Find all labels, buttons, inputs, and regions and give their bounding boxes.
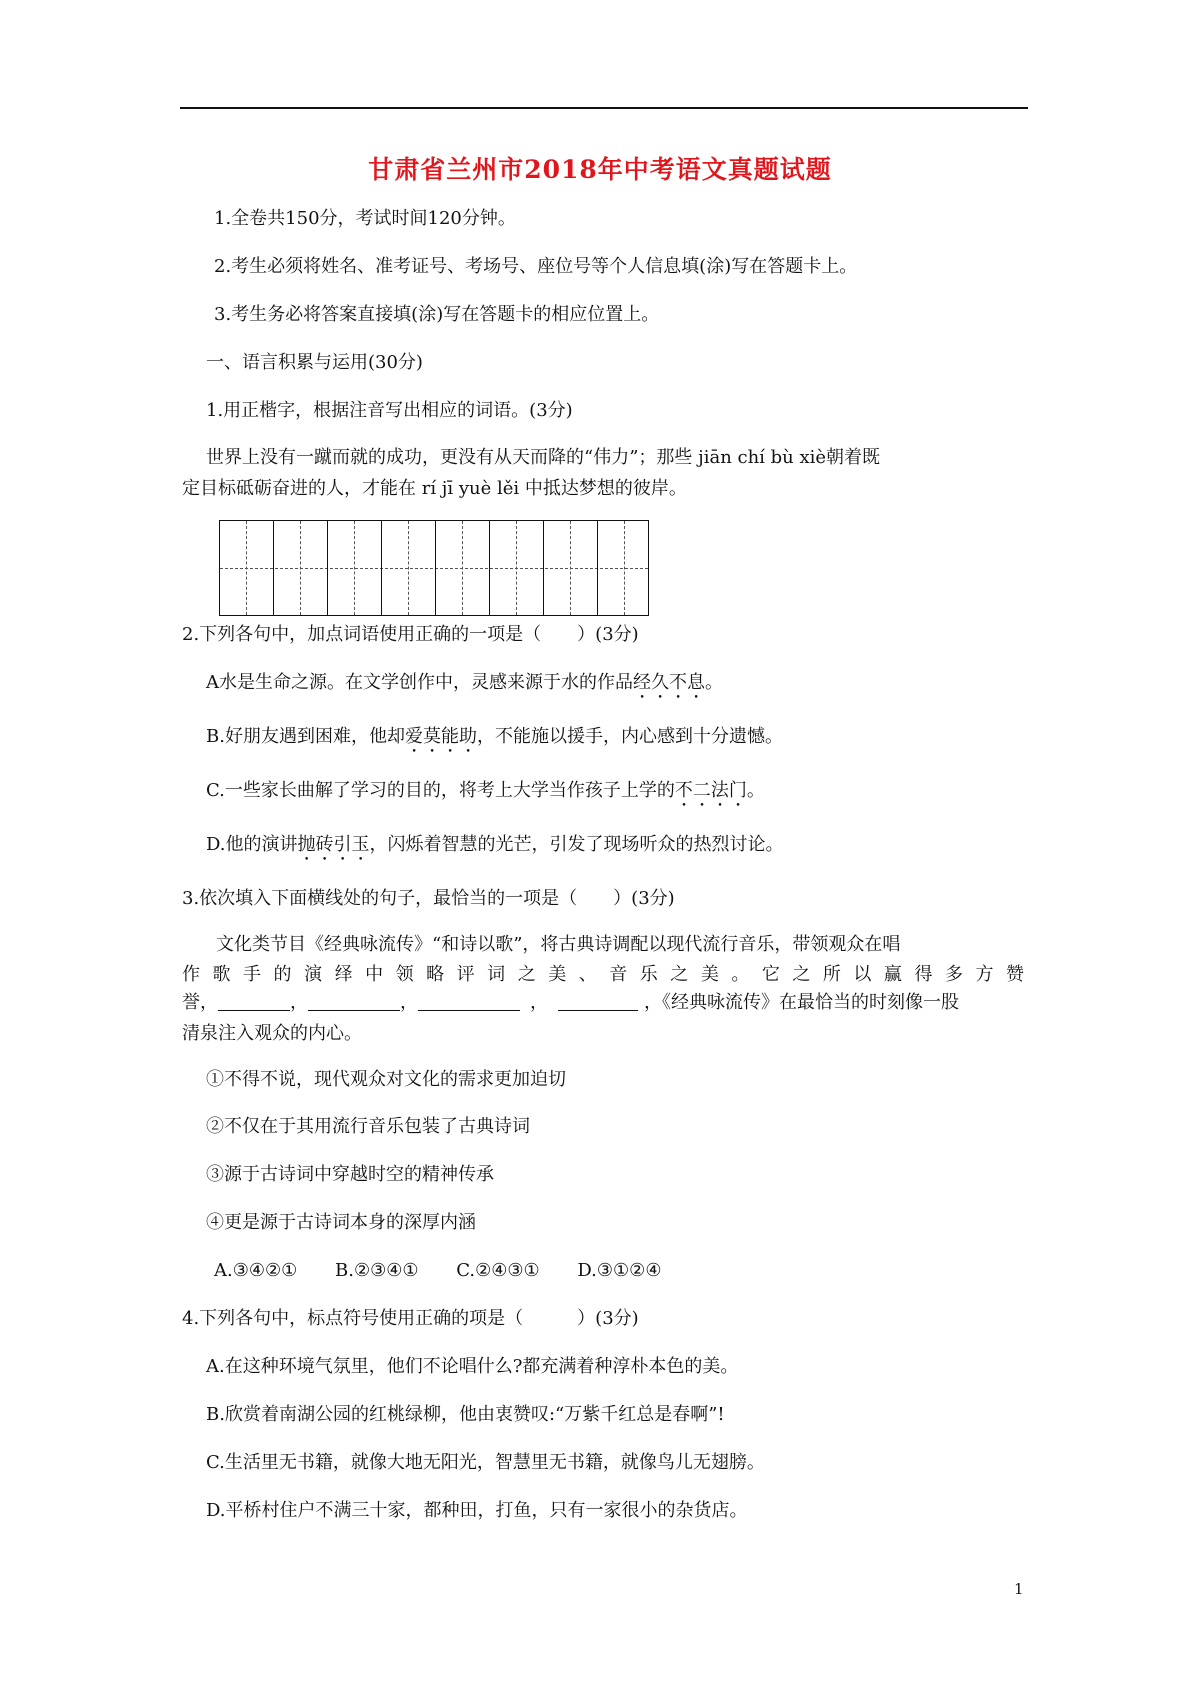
para-text: ， xyxy=(400,992,418,1013)
q4-stem: 4.下列各句中，标点符号使用正确的项是（ ）(3分) xyxy=(182,1308,639,1329)
fill-blank xyxy=(558,990,638,1011)
para-text: ， xyxy=(290,992,308,1013)
grid-line xyxy=(624,521,625,615)
dotted-term: 抛砖引玉 xyxy=(297,834,370,855)
q4-option-a: A.在这种环境气氛里，他们不论唱什么?都充满着种淳朴本色的美。 xyxy=(206,1356,739,1377)
option-text: 。 xyxy=(746,780,765,801)
q2-option-d xyxy=(206,832,784,865)
q1-text-line-1: 世界上没有一蹴而就的成功，更没有从天而降的“伟力”；那些 jiān chí bù xiè朝着既 xyxy=(206,447,881,468)
fill-blank xyxy=(418,990,520,1011)
q3-para-line-1: 文化类节目《经典咏流传》“和诗以歌”，将古典诗调配以现代流行音乐，带领观众在唱 xyxy=(216,934,901,955)
grid-line xyxy=(489,521,490,615)
q3-choices xyxy=(214,1258,693,1284)
q2-option-c xyxy=(206,778,765,811)
choice-b: B.②③④① xyxy=(335,1260,419,1281)
option-text: ，不能施以援手，内心感到十分遗憾。 xyxy=(476,726,783,747)
grid-line xyxy=(462,521,463,615)
choice-d: D.③①②④ xyxy=(577,1260,662,1281)
grid-line xyxy=(408,521,409,615)
grid-line xyxy=(300,521,301,615)
fill-blank xyxy=(308,990,400,1011)
answer-grid xyxy=(219,520,649,616)
para-text: ， xyxy=(530,992,548,1013)
page-title: 甘肃省兰州市2018年中考语文真题试题 xyxy=(368,155,832,184)
q3-para-line-4: 清泉注入观众的内心。 xyxy=(182,1023,362,1044)
q3-item-3: ③源于古诗词中穿越时空的精神传承 xyxy=(206,1164,494,1185)
grid-line xyxy=(543,521,544,615)
grid-line xyxy=(597,521,598,615)
q3-para-line-2: 作歌手的演绎中领略评词之美、音乐之美。它之所以赢得多方赞 xyxy=(182,964,1024,985)
fill-blank xyxy=(218,990,290,1011)
q3-item-4: ④更是源于古诗词本身的深厚内涵 xyxy=(206,1212,476,1233)
q4-option-c: C.生活里无书籍，就像大地无阳光，智慧里无书籍，就像鸟儿无翅膀。 xyxy=(206,1452,765,1473)
choice-a: A.③④②① xyxy=(214,1260,298,1281)
header-rule xyxy=(180,107,1028,109)
option-text: B.好朋友遇到困难，他却 xyxy=(206,726,405,747)
grid-line xyxy=(435,521,436,615)
grid-mid-line xyxy=(220,568,648,569)
q4-option-d: D.平桥村住户不满三十家，都种田，打鱼，只有一家很小的杂货店。 xyxy=(206,1500,748,1521)
para-text: 《经典咏流传》在最恰当的时刻像一股 xyxy=(662,992,959,1013)
q3-stem: 3.依次填入下面横线处的句子，最恰当的一项是（ ）(3分) xyxy=(182,888,675,909)
q2-option-b xyxy=(206,724,783,757)
dotted-term: 经久不息 xyxy=(633,672,705,693)
para-text: ， xyxy=(644,992,662,1013)
page-number: 1 xyxy=(1014,1580,1024,1598)
q3-para-line-3 xyxy=(182,990,959,1016)
grid-line xyxy=(246,521,247,615)
q3-item-2: ②不仅在于其用流行音乐包装了古典诗词 xyxy=(206,1116,530,1137)
option-text: A水是生命之源。在文学创作中，灵感来源于水的作品 xyxy=(206,672,633,693)
q3-item-1: ①不得不说，现代观众对文化的需求更加迫切 xyxy=(206,1069,566,1090)
grid-line xyxy=(381,521,382,615)
para-text: 誉， xyxy=(182,992,218,1013)
option-text: C.一些家长曲解了学习的目的，将考上大学当作孩子上学的 xyxy=(206,780,675,801)
instruction-1: 1.全卷共150分，考试时间120分钟。 xyxy=(214,208,516,229)
q4-option-b: B.欣赏着南湖公园的红桃绿柳，他由衷赞叹:“万紫千红总是春啊”! xyxy=(206,1404,725,1425)
section-heading: 一、语言积累与运用(30分) xyxy=(206,352,423,373)
dotted-term: 不二法门 xyxy=(674,780,747,801)
q1-text-line-2: 定目标砥砺奋进的人，才能在 rí jī yuè lěi 中抵达梦想的彼岸。 xyxy=(182,478,687,499)
grid-line xyxy=(327,521,328,615)
grid-line xyxy=(354,521,355,615)
instruction-2: 2.考生必须将姓名、准考证号、考场号、座位号等个人信息填(涂)写在答题卡上。 xyxy=(214,256,858,277)
q2-option-a xyxy=(206,670,723,703)
q1-stem: 1.用正楷字，根据注音写出相应的词语。(3分) xyxy=(206,400,573,421)
option-text: ，闪烁着智慧的光芒，引发了现场听众的热烈讨论。 xyxy=(369,834,784,855)
choice-c: C.②④③① xyxy=(456,1260,540,1281)
option-text: D.他的演讲 xyxy=(206,834,298,855)
instruction-3: 3.考生务必将答案直接填(涂)写在答题卡的相应位置上。 xyxy=(214,304,660,325)
grid-line xyxy=(273,521,274,615)
option-text: 。 xyxy=(705,672,723,693)
grid-line xyxy=(570,521,571,615)
dotted-term: 爱莫能助 xyxy=(404,726,477,747)
q2-stem: 2.下列各句中，加点词语使用正确的一项是（ ）(3分) xyxy=(182,624,639,645)
grid-line xyxy=(516,521,517,615)
